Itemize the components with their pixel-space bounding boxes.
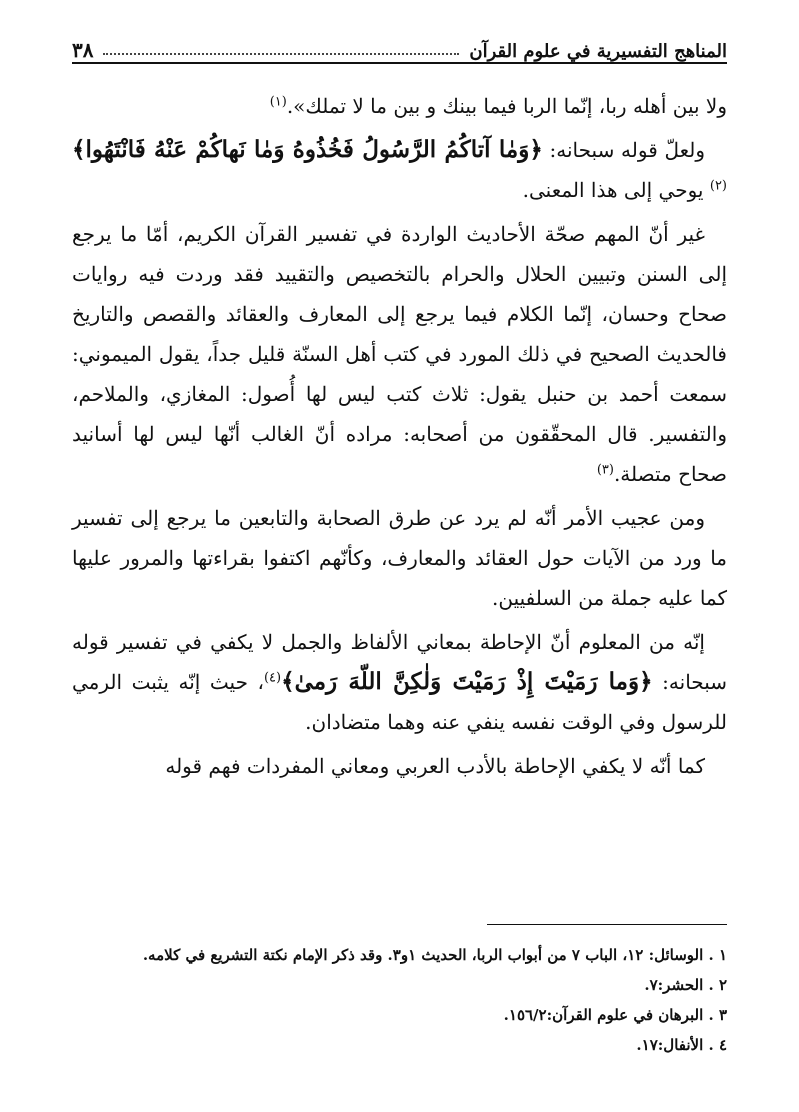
paragraph-1-text: ولا بين أهله ربا، إنّما الربا فيما بينك و بين ما لا تملك».: [286, 94, 727, 118]
footnotes: [72, 940, 727, 1060]
quran-verse-2: ﴿وَما رَمَيْتَ إِذْ رَمَيْتَ وَلٰكِنَّ اللّهَ رَمىٰ﴾: [281, 668, 653, 695]
footnote-separator: [487, 924, 727, 925]
footnote-3: ٣ . البرهان في علوم القرآن:١٥٦/٢.: [503, 1006, 727, 1024]
paragraph-5-tail: ، حيث إنّه يثبت الرمي للرسول وفي الوقت نفسه ينفي عنه وهما متضادان.: [72, 670, 727, 734]
paragraph-4-text: ومن عجيب الأمر أنّه لم يرد عن طرق الصحابة والتابعين ما يرجع إلى تفسير ما ورد من الآيات حول العقائد والمعارف، وكأنّهم اكتفوا بقراءتها والمرور عليها كما عليه جملة من السلفيين.: [72, 506, 727, 610]
footnote-ref-2: (٢): [709, 178, 727, 194]
paragraph-4: [72, 498, 727, 618]
footnote-4: ٤ . الأنفال:١٧.: [636, 1036, 727, 1054]
paragraph-5: [72, 622, 727, 742]
header-dot-leader: [103, 53, 459, 55]
footnote-ref-1: (١): [269, 94, 287, 110]
footnote-2: ٢ . الحشر:٧.: [644, 976, 727, 994]
paragraph-3-text: غير أنّ المهم صحّة الأحاديث الواردة في تفسير القرآن الكريم، أمّا ما يرجع إلى السنن وتبيين الحلال والحرام بالتخصيص والتقييد فقد وردت فيه روايات صحاح وحسان، إنّما الكلام فيما يرجع إلى المعارف والعقائد والقصص والتاريخ فالحديث الصحيح في ذلك المورد في كتب أهل السنّة قليل جداً، يقول الميموني: سمعت أحمد بن حنبل يقول: ثلاث كتب ليس لها أُصول: المغازي، والملاحم، والتفسير. قال المحقّقون من أصحابه: مراده أنّ الغالب أنّها ليس لها أسانيد صحاح متصلة.: [72, 222, 727, 486]
paragraph-3: [72, 214, 727, 494]
footnote-1: ١ . الوسائل: ١٢، الباب ٧ من أبواب الربا، الحديث ١و٣. وقد ذكر الإمام نكتة التشريع في كلامه.: [142, 946, 727, 964]
footnote-ref-3: (٣): [596, 462, 614, 478]
paragraph-2-lead: ولعلّ قوله سبحانه:: [542, 138, 706, 162]
paragraph-6-text: كما أنّه لا يكفي الإحاطة بالأدب العربي ومعاني المفردات فهم قوله: [165, 754, 705, 778]
running-header: [72, 28, 727, 64]
paragraph-2: [72, 130, 727, 210]
paragraph-1: [72, 86, 727, 126]
paragraph-2-tail: يوحي إلى هذا المعنى.: [522, 178, 710, 202]
paragraph-6: [72, 746, 727, 786]
footnote-ref-4: (٤): [263, 670, 282, 686]
quran-verse-1: ﴿وَمٰا آتاكُمُ الرَّسُولُ فَخُذُوهُ وَمٰا نَهاكُمْ عَنْهُ فَانْتَهُوا﴾: [72, 136, 543, 163]
paragraph-5-lead: إنّه من المعلوم أنّ الإحاطة بمعاني الألفاظ والجمل لا يكفي في تفسير قوله سبحانه:: [72, 630, 727, 694]
body-text: [72, 86, 727, 790]
header-title: المناهج التفسيرية في علوم القرآن: [469, 41, 727, 62]
page-number: ٣٨: [72, 38, 94, 62]
